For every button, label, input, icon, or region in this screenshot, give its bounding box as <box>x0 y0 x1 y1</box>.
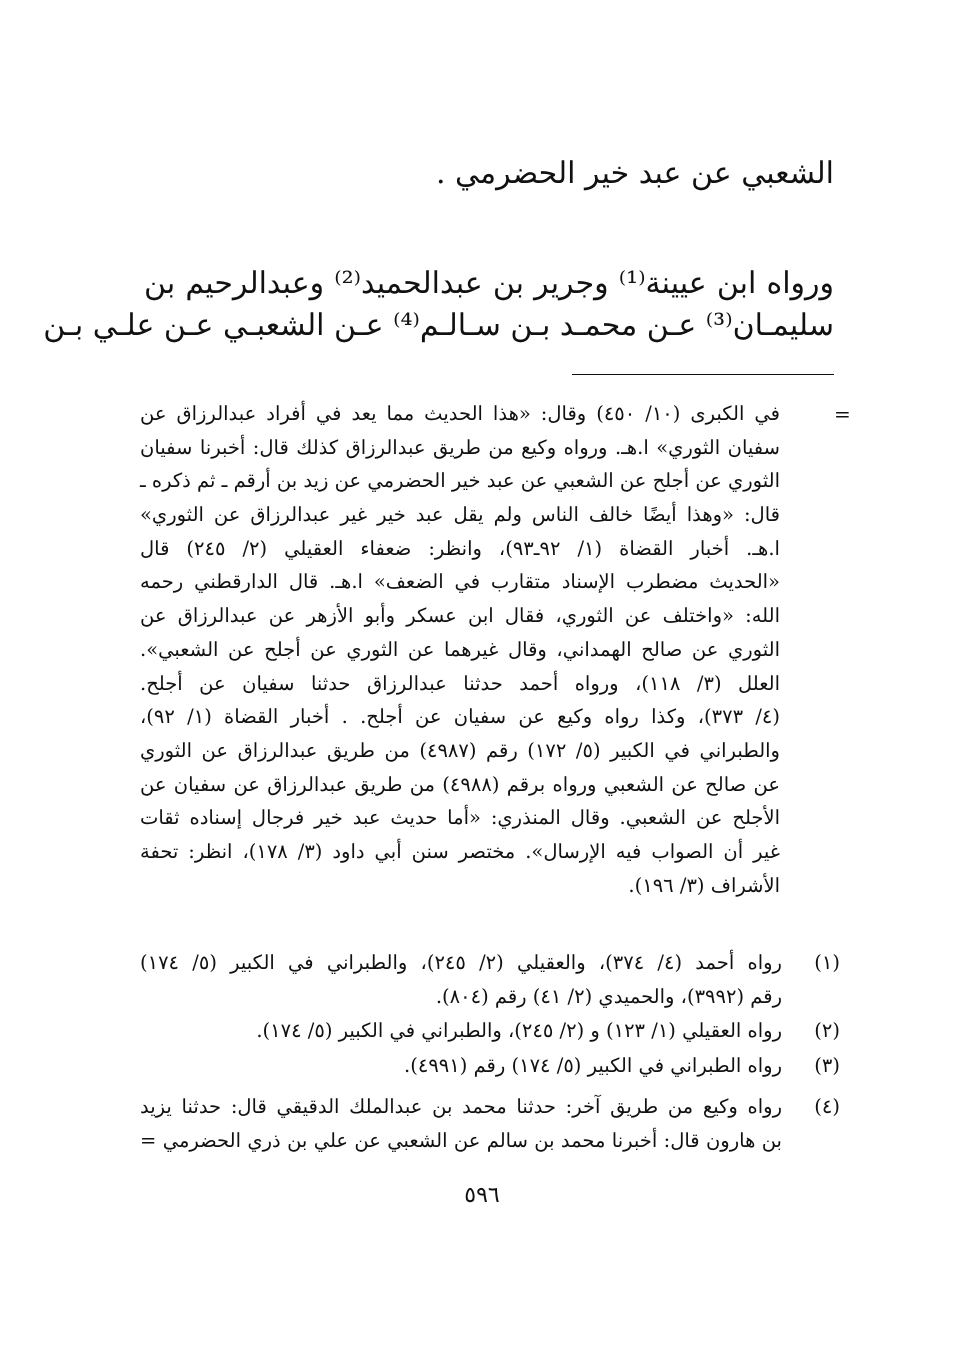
page-number: ٥٩٦ <box>464 1183 500 1208</box>
footnote-line: (٤/ ٣٧٣)، وكذا رواه وكيع عن سفيان عن أجلح. . أخبار القضاة (١/ ٩٢)، <box>140 705 780 729</box>
main-text-line-1: الشعبي عن عبد خير الحضرمي . <box>435 156 834 191</box>
footnote-line: الثوري عن أجلح عن الشعبي عن عبد خير الحضرمي عن زيد بن أرقم ـ ثم ذكره ـ <box>140 469 780 493</box>
continued-footnote <box>140 397 780 902</box>
footnote-number: (٤) <box>814 1095 840 1118</box>
footnote-line: الله: «واختلف عن الثوري، فقال ابن عسكر وأبو الأزهر عن عبدالرزاق عن <box>140 604 780 628</box>
footnote-line: ا.هـ. أخبار القضاة (١/ ٩٢ـ٩٣)، وانظر: ضعفاء العقيلي (٢/ ٢٤٥) قال <box>140 536 780 560</box>
footnote-separator <box>572 374 834 375</box>
footnote-line: رواه وكيع من طريق آخر: حدثنا محمد بن عبدالملك الدقيقي قال: حدثنا يزيد <box>140 1095 782 1118</box>
footnote-line: بن هارون قال: أخبرنا محمد بن سالم عن الشعبي عن علي بن ذري الحضرمي = <box>140 1128 782 1152</box>
footnote-line: الأشراف (٣/ ١٩٦). <box>628 873 780 897</box>
footnote-line: الثوري عن صالح الهمداني، وقال غيرهما عن الثوري عن أجلح عن الشعبي». <box>140 637 780 661</box>
footnote-line: رواه الطبراني في الكبير (٥/ ١٧٤) رقم (٤٩٩١). <box>404 1054 782 1077</box>
footnote-line: الأجلح عن الشعبي. وقال المنذري: «أما حديث عبد خير فرجال إسناده ثقات <box>140 806 780 830</box>
footnote-number: (١) <box>814 951 840 974</box>
footnote-line: سفيان الثوري» ا.هـ. ورواه وكيع من طريق عبدالرزاق كذلك قال: أخبرنا سفيان <box>140 435 780 459</box>
footnote-line: «الحديث مضطرب الإسناد متقارب في الضعف» ا.هـ. قال الدارقطني رحمه <box>140 570 780 594</box>
footnote-line: رواه أحمد (٤/ ٣٧٤)، والعقيلي (٢/ ٢٤٥)، والطبراني في الكبير (٥/ ١٧٤) <box>140 951 782 974</box>
footnote-line: رواه العقيلي (١/ ١٢٣) و (٢/ ٢٤٥)، والطبراني في الكبير (٥/ ١٧٤). <box>256 1019 782 1042</box>
footnote-line: في الكبرى (١٠/ ٤٥٠) وقال: «هذا الحديث مما يعد في أفراد عبدالرزاق عن <box>140 402 780 425</box>
footnote-line: رقم (٣٩٩٢)، والحميدي (٢/ ٤١) رقم (٨٠٤). <box>435 984 782 1008</box>
footnote-number: (٣) <box>814 1054 840 1077</box>
continuation-mark: = <box>834 402 851 426</box>
footnote-line: عن صالح عن الشعبي ورواه برقم (٤٩٨٨) من طريق عبدالرزاق عن سفيان عن <box>140 772 780 796</box>
footnote-line: والطبراني في الكبير (٥/ ١٧٢) رقم (٤٩٨٧) من طريق عبدالرزاق عن الثوري <box>140 738 780 762</box>
footnote-number: (٢) <box>814 1019 840 1042</box>
footnote-line: غير أن الصواب فيه الإرسال». مختصر سنن أبي داود (٣/ ١٧٨)، انظر: تحفة <box>140 839 780 863</box>
footnote-line: العلل (٣/ ١١٨)، ورواه أحمد حدثنا عبدالرزاق حدثنا سفيان عن أجلح. <box>140 671 781 695</box>
main-text-line-3: سليمـان⁽³⁾ عـن محمـد بـن سـالـم⁽⁴⁾ عـن الشعبـي عـن علـي بـن <box>43 308 834 343</box>
main-text-line-2: ورواه ابن عيينة⁽¹⁾ وجرير بن عبدالحميد⁽²⁾ وعبدالرحيم بن <box>144 266 835 301</box>
footnote-line: قال: «وهذا أيضًا خالف الناس ولم يقل عبد خير غير عبدالرزاق عن الثوري» <box>140 503 780 527</box>
